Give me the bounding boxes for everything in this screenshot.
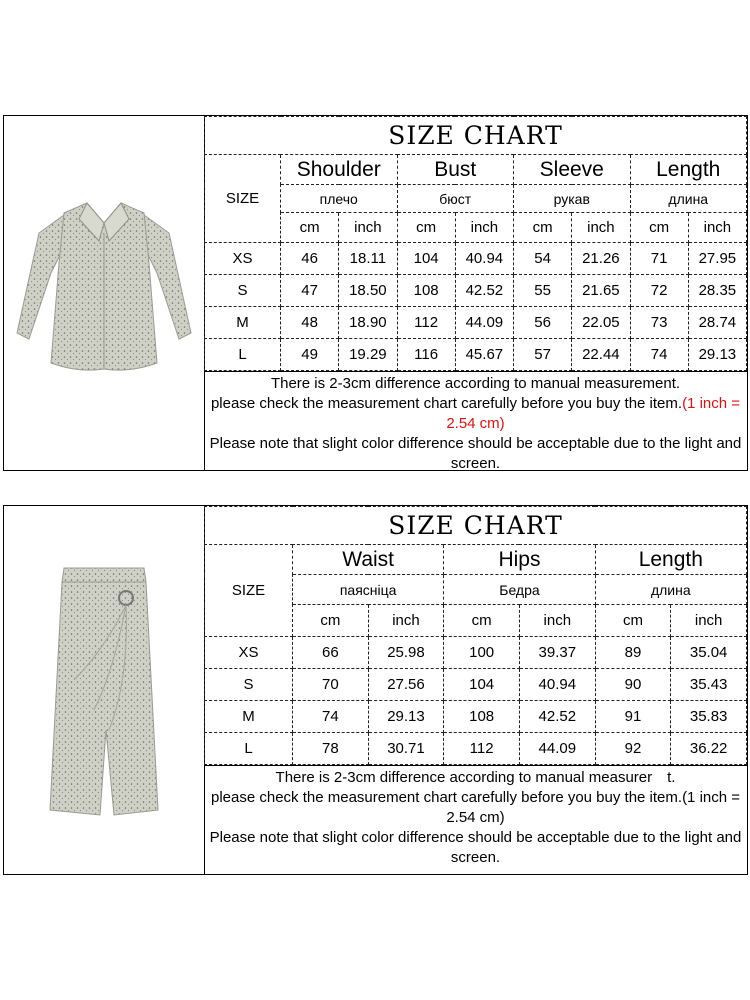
skirt-chart-title: SIZE CHART bbox=[205, 507, 747, 545]
value-cell: 56 bbox=[514, 307, 572, 339]
skirt-col-waist: Waist bbox=[293, 545, 444, 575]
skirt-size-header: SIZE bbox=[205, 545, 293, 637]
value-cell: 42.52 bbox=[455, 275, 513, 307]
unit-cell: cm bbox=[444, 605, 520, 637]
unit-cell: inch bbox=[519, 605, 595, 637]
shirt-size-chart-panel bbox=[3, 115, 748, 471]
value-cell: 78 bbox=[293, 733, 369, 765]
table-row bbox=[205, 243, 747, 275]
size-cell: XS bbox=[205, 243, 281, 275]
table-row bbox=[205, 637, 747, 669]
skirt-notes bbox=[204, 765, 747, 870]
size-cell: M bbox=[205, 701, 293, 733]
note-inch-conversion: (1 inch = 2.54 cm) bbox=[446, 395, 741, 432]
table-row bbox=[205, 701, 747, 733]
shirt-col-sleeve: Sleeve bbox=[514, 155, 631, 185]
shirt-image-cell bbox=[4, 116, 205, 470]
value-cell: 21.26 bbox=[572, 243, 630, 275]
value-cell: 29.13 bbox=[368, 701, 444, 733]
skirt-col-length-ru: длина bbox=[595, 575, 746, 605]
skirt-col-hips: Hips bbox=[444, 545, 595, 575]
value-cell: 35.04 bbox=[671, 637, 747, 669]
note-line: There is 2-3cm difference according to manual measurement. bbox=[270, 375, 681, 392]
value-cell: 48 bbox=[281, 307, 339, 339]
value-cell: 35.83 bbox=[671, 701, 747, 733]
shirt-chart-title: SIZE CHART bbox=[205, 117, 747, 155]
value-cell: 47 bbox=[281, 275, 339, 307]
value-cell: 28.35 bbox=[688, 275, 746, 307]
value-cell: 108 bbox=[397, 275, 455, 307]
value-cell: 22.44 bbox=[572, 339, 630, 371]
unit-cell: inch bbox=[572, 213, 630, 243]
value-cell: 112 bbox=[444, 733, 520, 765]
value-cell: 44.09 bbox=[455, 307, 513, 339]
value-cell: 18.50 bbox=[339, 275, 397, 307]
value-cell: 70 bbox=[293, 669, 369, 701]
value-cell: 104 bbox=[397, 243, 455, 275]
value-cell: 40.94 bbox=[455, 243, 513, 275]
value-cell: 73 bbox=[630, 307, 688, 339]
shirt-col-bust: Bust bbox=[397, 155, 514, 185]
note-line: Please note that slight color difference should be acceptable due to the light and screen. bbox=[209, 435, 742, 472]
value-cell: 100 bbox=[444, 637, 520, 669]
unit-cell: inch bbox=[455, 213, 513, 243]
table-row bbox=[205, 275, 747, 307]
note-line bbox=[208, 394, 743, 434]
value-cell: 71 bbox=[630, 243, 688, 275]
note-line: Please note that slight color difference should be acceptable due to the light and screen. bbox=[209, 829, 742, 866]
value-cell: 39.37 bbox=[519, 637, 595, 669]
value-cell: 57 bbox=[514, 339, 572, 371]
unit-cell: inch bbox=[688, 213, 746, 243]
value-cell: 25.98 bbox=[368, 637, 444, 669]
unit-cell: inch bbox=[671, 605, 747, 637]
unit-cell: cm bbox=[514, 213, 572, 243]
value-cell: 27.95 bbox=[688, 243, 746, 275]
size-cell: S bbox=[205, 669, 293, 701]
note-text: please check the measurement chart carefully before you buy the item. bbox=[210, 395, 683, 412]
value-cell: 35.43 bbox=[671, 669, 747, 701]
value-cell: 104 bbox=[444, 669, 520, 701]
value-cell: 55 bbox=[514, 275, 572, 307]
value-cell: 45.67 bbox=[455, 339, 513, 371]
table-row bbox=[205, 669, 747, 701]
value-cell: 108 bbox=[444, 701, 520, 733]
value-cell: 18.11 bbox=[339, 243, 397, 275]
size-cell: L bbox=[205, 733, 293, 765]
skirt-size-chart-panel bbox=[3, 505, 748, 875]
note-line: There is 2-3cm difference according to manual measurer t. bbox=[275, 769, 676, 786]
value-cell: 36.22 bbox=[671, 733, 747, 765]
skirt-chart bbox=[204, 506, 747, 874]
value-cell: 44.09 bbox=[519, 733, 595, 765]
shirt-col-bust-ru: бюст bbox=[397, 185, 514, 213]
unit-cell: inch bbox=[368, 605, 444, 637]
value-cell: 90 bbox=[595, 669, 671, 701]
value-cell: 89 bbox=[595, 637, 671, 669]
value-cell: 27.56 bbox=[368, 669, 444, 701]
skirt-col-waist-ru: паясніца bbox=[293, 575, 444, 605]
value-cell: 30.71 bbox=[368, 733, 444, 765]
shirt-col-sleeve-ru: рукав bbox=[514, 185, 631, 213]
value-cell: 28.74 bbox=[688, 307, 746, 339]
value-cell: 29.13 bbox=[688, 339, 746, 371]
unit-cell: cm bbox=[293, 605, 369, 637]
value-cell: 22.05 bbox=[572, 307, 630, 339]
value-cell: 92 bbox=[595, 733, 671, 765]
unit-cell: cm bbox=[630, 213, 688, 243]
value-cell: 74 bbox=[630, 339, 688, 371]
unit-cell: cm bbox=[397, 213, 455, 243]
size-cell: S bbox=[205, 275, 281, 307]
value-cell: 91 bbox=[595, 701, 671, 733]
table-row bbox=[205, 339, 747, 371]
value-cell: 21.65 bbox=[572, 275, 630, 307]
value-cell: 74 bbox=[293, 701, 369, 733]
value-cell: 49 bbox=[281, 339, 339, 371]
skirt-image-cell bbox=[4, 506, 205, 874]
skirt-product-image bbox=[34, 560, 174, 820]
shirt-col-length-ru: длина bbox=[630, 185, 747, 213]
value-cell: 46 bbox=[281, 243, 339, 275]
value-cell: 66 bbox=[293, 637, 369, 669]
size-cell: L bbox=[205, 339, 281, 371]
shirt-chart bbox=[204, 116, 747, 470]
value-cell: 72 bbox=[630, 275, 688, 307]
unit-cell: cm bbox=[595, 605, 671, 637]
value-cell: 42.52 bbox=[519, 701, 595, 733]
shirt-col-shoulder-ru: плечо bbox=[281, 185, 398, 213]
shirt-size-header: SIZE bbox=[205, 155, 281, 243]
value-cell: 112 bbox=[397, 307, 455, 339]
value-cell: 116 bbox=[397, 339, 455, 371]
skirt-col-hips-ru: Бедра bbox=[444, 575, 595, 605]
value-cell: 54 bbox=[514, 243, 572, 275]
shirt-notes bbox=[204, 371, 747, 476]
size-cell: XS bbox=[205, 637, 293, 669]
unit-cell: cm bbox=[281, 213, 339, 243]
value-cell: 18.90 bbox=[339, 307, 397, 339]
note-line: please check the measurement chart carefully before you buy the item.(1 inch = 2.54 cm) bbox=[210, 789, 741, 826]
unit-cell: inch bbox=[339, 213, 397, 243]
table-row bbox=[205, 307, 747, 339]
shirt-col-length: Length bbox=[630, 155, 747, 185]
size-cell: M bbox=[205, 307, 281, 339]
shirt-product-image bbox=[9, 193, 199, 393]
table-row bbox=[205, 733, 747, 765]
shirt-col-shoulder: Shoulder bbox=[281, 155, 398, 185]
skirt-col-length: Length bbox=[595, 545, 746, 575]
value-cell: 40.94 bbox=[519, 669, 595, 701]
value-cell: 19.29 bbox=[339, 339, 397, 371]
